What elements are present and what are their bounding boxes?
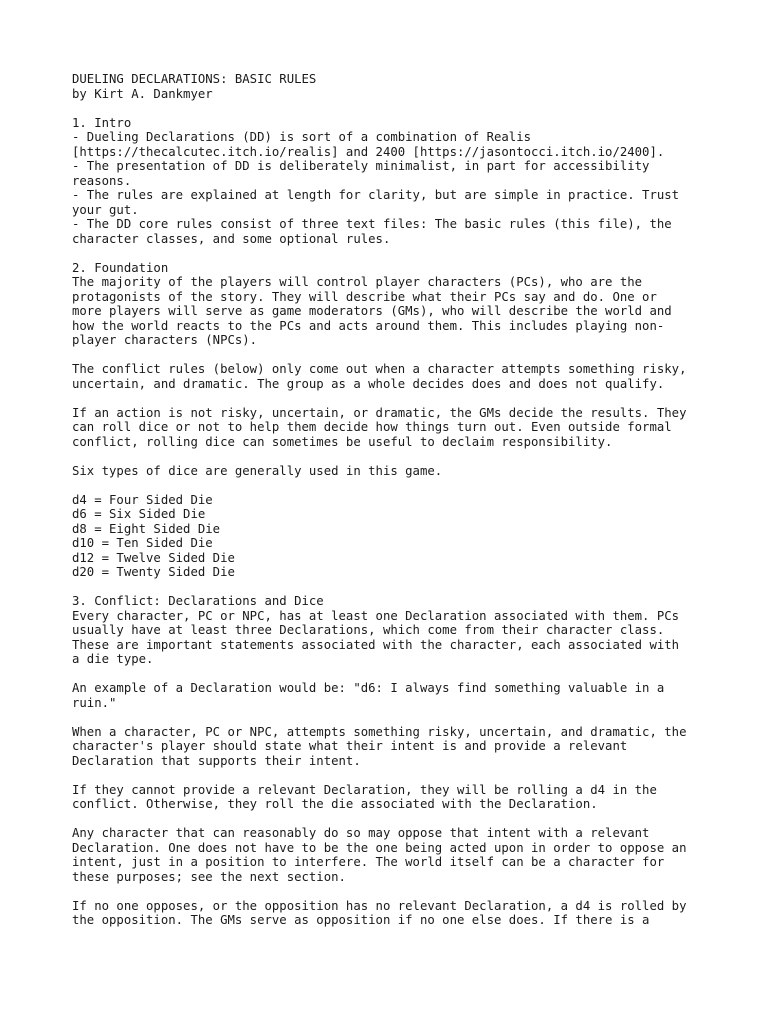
- text-line: d6 = Six Sided Die: [72, 507, 206, 521]
- section-foundation: [72, 261, 712, 348]
- text-line: d12 = Twelve Sided Die: [72, 550, 235, 565]
- text-line: If no one opposes, or the opposition has no relevant Declaration, a d4 is rolled by: [72, 898, 687, 913]
- paragraph-oppose: [72, 826, 712, 884]
- text-line: DUELING DECLARATIONS: BASIC RULES: [72, 72, 317, 86]
- text-line: Six types of dice are generally used in this game.: [72, 463, 443, 478]
- text-line: these purposes; see the next section.: [72, 869, 346, 884]
- paragraph-dice-types: [72, 464, 712, 479]
- text-line: character's player should state what their intent is and provide a relevant: [72, 739, 628, 753]
- text-line: The majority of the players will control player characters (PCs), who are the: [72, 275, 643, 289]
- text-line: The conflict rules (below) only come out when a character attempts something risky,: [72, 362, 687, 376]
- text-line: more players will serve as game moderators (GMs), who will describe the world and: [72, 304, 672, 318]
- text-line: If they cannot provide a relevant Declaration, they will be rolling a d4 in the: [72, 782, 657, 797]
- section-intro: [72, 116, 712, 247]
- paragraph-gap: [72, 710, 712, 725]
- text-line: character classes, and some optional rules.: [72, 231, 391, 246]
- text-line: - The presentation of DD is deliberately minimalist, in part for accessibility: [72, 159, 650, 173]
- paragraph-conflict-rules: [72, 362, 712, 391]
- text-line: - The DD core rules consist of three text files: The basic rules (this file), the: [72, 217, 672, 231]
- paragraph-gap: [72, 884, 712, 899]
- text-line: These are important statements associated with the character, each associated with: [72, 637, 680, 652]
- paragraph-gap: [72, 449, 712, 464]
- text-line: When a character, PC or NPC, attempts something risky, uncertain, and dramatic, the: [72, 724, 687, 739]
- text-line: 1. Intro: [72, 115, 132, 130]
- text-line: Declaration. One does not have to be the one being acted upon in order to oppose an: [72, 840, 687, 855]
- paragraph-gap: [72, 667, 712, 682]
- text-line: reasons.: [72, 173, 132, 188]
- text-line: - The rules are explained at length for clarity, but are simple in practice. Trust: [72, 188, 680, 202]
- text-line: d8 = Eight Sided Die: [72, 521, 221, 536]
- text-line: player characters (NPCs).: [72, 333, 258, 347]
- text-line: uncertain, and dramatic. The group as a whole decides does and does not qualify.: [72, 376, 665, 391]
- paragraph-gap: [72, 580, 712, 595]
- document-body: [72, 72, 712, 928]
- text-line: d4 = Four Sided Die: [72, 492, 213, 507]
- text-line: If an action is not risky, uncertain, or dramatic, the GMs decide the results. They: [72, 405, 687, 420]
- text-line: [https://thecalcutec.itch.io/realis] and 2400 [https://jasontocci.itch.io/2400].: [72, 144, 665, 159]
- paragraph-attempt: [72, 725, 712, 769]
- text-line: Declaration that supports their intent.: [72, 753, 361, 768]
- text-line: a die type.: [72, 652, 154, 666]
- paragraph-gap: [72, 768, 712, 783]
- paragraph-gap: [72, 812, 712, 827]
- paragraph-gap: [72, 478, 712, 493]
- text-line: 3. Conflict: Declarations and Dice: [72, 594, 324, 608]
- text-line: can roll dice or not to help them decide how things turn out. Even outside formal: [72, 420, 672, 434]
- text-line: - Dueling Declarations (DD) is sort of a combination of Realis: [72, 130, 532, 144]
- paragraph-gap: [72, 391, 712, 406]
- text-line: by Kirt A. Dankmyer: [72, 86, 213, 101]
- text-line: An example of a Declaration would be: "d6: I always find something valuable in a: [72, 681, 665, 695]
- text-line: the opposition. The GMs serve as opposition if no one else does. If there is a: [72, 913, 650, 927]
- paragraph-declaration-example: [72, 681, 712, 710]
- text-line: d20 = Twenty Sided Die: [72, 565, 235, 579]
- text-line: intent, just in a position to interfere. The world itself can be a character for: [72, 855, 665, 869]
- paragraph-gap: [72, 101, 712, 116]
- text-line: 2. Foundation: [72, 260, 169, 275]
- paragraph-no-declaration: [72, 783, 712, 812]
- paragraph-no-opposition: [72, 899, 712, 928]
- paragraph-gap: [72, 348, 712, 363]
- text-line: usually have at least three Declarations, which come from their character class.: [72, 623, 665, 637]
- text-line: conflict, rolling dice can sometimes be useful to declaim responsibility.: [72, 434, 613, 449]
- text-line: your gut.: [72, 202, 139, 217]
- text-line: conflict. Otherwise, they roll the die associated with the Declaration.: [72, 797, 598, 811]
- text-line: ruin.": [72, 695, 117, 710]
- dice-list: [72, 493, 712, 580]
- paragraph-gm-decide: [72, 406, 712, 450]
- section-conflict: [72, 594, 712, 667]
- doc-title: [72, 72, 712, 101]
- text-line: Every character, PC or NPC, has at least one Declaration associated with them. PCs: [72, 608, 680, 623]
- text-line: how the world reacts to the PCs and acts around them. This includes playing non-: [72, 318, 665, 333]
- text-line: protagonists of the story. They will describe what their PCs say and do. One or: [72, 289, 657, 304]
- paragraph-gap: [72, 246, 712, 261]
- text-line: d10 = Ten Sided Die: [72, 536, 213, 550]
- text-line: Any character that can reasonably do so may oppose that intent with a relevant: [72, 826, 650, 840]
